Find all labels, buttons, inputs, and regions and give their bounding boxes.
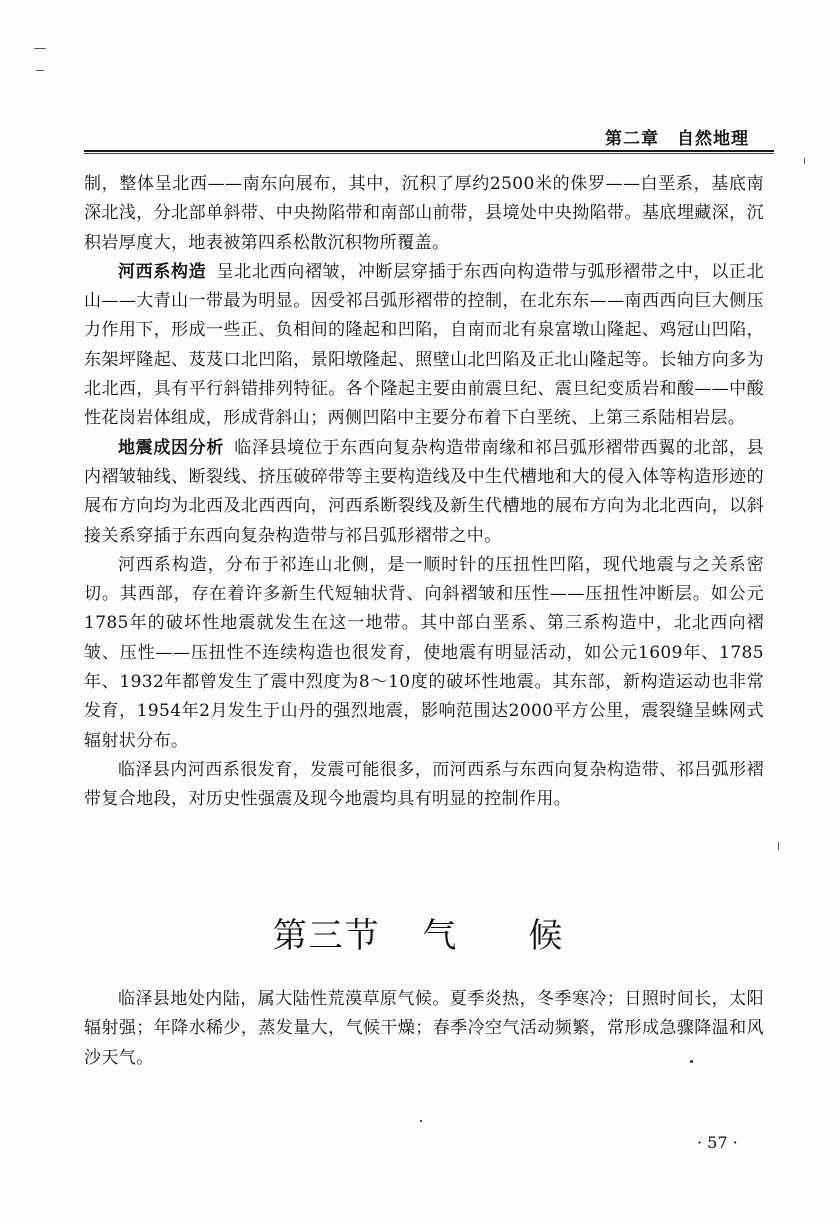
header-rule [84,150,774,152]
paragraph-hexi-structure [84,258,764,434]
paragraph-climate [84,985,764,1073]
paragraph-hexi-seismicity [84,551,764,756]
paragraph-text: 临泽县内河西系很发育，发震可能很多，而河西系与东西向复杂构造带、祁吕弧形褶带复合地段，对历史性强震及现今地震均具有明显的控制作用。 [84,759,764,810]
section-title-part: 气 [422,916,459,956]
paragraph-earthquake-analysis [84,434,764,551]
section-title-part: 第三节 [272,916,381,956]
paragraph-text: 制，整体呈北西——南东向展布，其中，沉积了厚约2500米的侏罗——白垩系，基底南深北浅，分北部单斜带、中央拗陷带和南部山前带，县境处中央拗陷带。基底埋藏深，沉积岩厚度大，地表被第四系松散沉积物所覆盖。 [84,174,764,253]
body-text [84,170,764,815]
page-number: · 57 · [697,1133,738,1152]
scan-speck [804,158,805,164]
section-title [0,908,837,957]
paragraph-text: 临泽县地处内陆，属大陆性荒漠草原气候。夏季炎热，冬季寒冷；日照时间长，太阳辐射强；年降水稀少，蒸发量大，气候干燥；春季冷空气活动频繁，常形成急骤降温和风沙天气。 [84,989,764,1068]
paragraph-lead-term: 河西系构造 [118,261,207,282]
scan-speck [778,842,779,850]
climate-text [84,985,764,1073]
paragraph-lead-term: 地震成因分析 [118,437,225,458]
paragraph-continuation [84,170,764,258]
running-head: 第二章 自然地理 [605,129,749,149]
scan-speck [34,48,46,49]
section-title-part: 候 [528,916,565,956]
paragraph-text: 临泽县境位于东西向复杂构造带南缘和祁吕弧形褶带西翼的北部，县内褶皱轴线、断裂线、挤压破碎带等主要构造线及中生代槽地和大的侵入体等构造形迹的展布方向均为北西及北西西向，河西系断裂线及新生代槽地的展布方向为北北西向，以斜接关系穿插于东西向复杂构造带与祁吕弧形褶带之中。 [84,437,764,546]
header-rule-thin [84,153,774,154]
paragraph-seismic-control [84,756,764,815]
scan-speck [36,70,44,71]
paragraph-text: 河西系构造，分布于祁连山北侧，是一顺时针的压扭性凹陷，现代地震与之关系密切。其西部，存在着许多新生代短轴状背、向斜褶皱和压性——压扭性冲断层。如公元1785年的破坏性地震就发生在这一地带。其中部白垩系、第三系构造中，北北西向褶皱、压性——压扭性不连续构造也很发育，使地震有明显活动，如公元1609年、1785年、1932年都曾发生了震中烈度为8～10度的破坏性地震。其东部，新构造运动也非常发育，1954年2月发生于山丹的强烈地震，影响范围达2000平方公里，震裂缝呈蛛网式辐射状分布。 [84,554,764,751]
paragraph-text: 呈北北西向褶皱，冲断层穿插于东西向构造带与弧形褶带之中，以正北山——大青山一带最为明显。因受祁吕弧形褶带的控制，在北东东——南西西向巨大侧压力作用下，形成一些正、负相间的隆起和凹陷，自南而北有泉富墩山隆起、鸡冠山凹陷，东架坪隆起、芨芨口北凹陷，景阳墩隆起、照壁山北凹陷及正北山隆起等。长轴方向多为北北西，具有平行斜错排列特征。各个隆起主要由前震旦纪、震旦纪变质岩和酸——中酸性花岗岩体组成，形成背斜山；两侧凹陷中主要分布着下白垩统、上第三系陆相岩层。 [84,261,764,429]
scan-speck [420,1120,422,1122]
